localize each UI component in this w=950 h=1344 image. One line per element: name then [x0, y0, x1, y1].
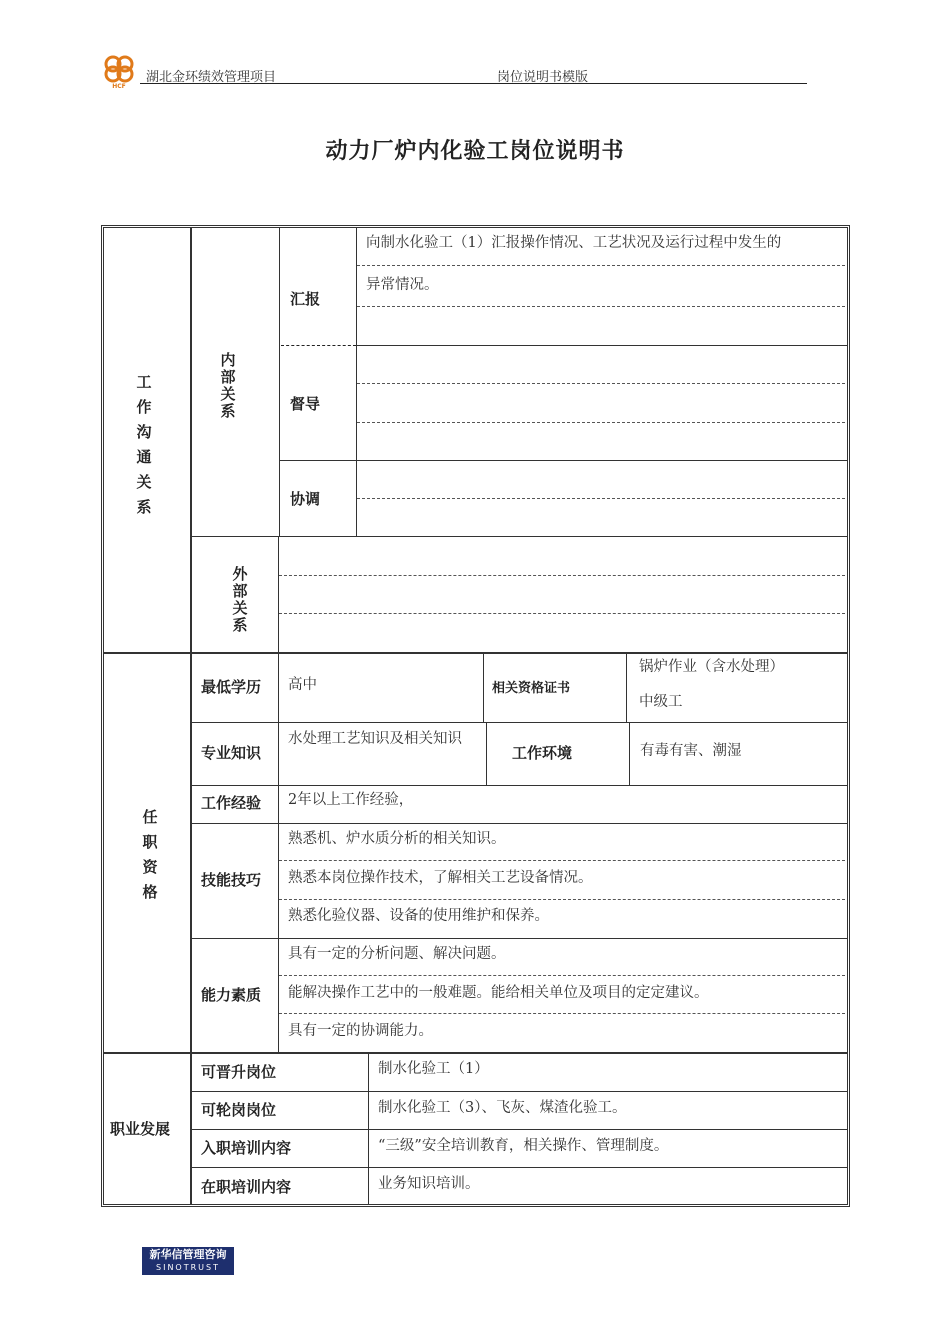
skill-item-1: 熟悉机、炉水质分析的相关知识。: [288, 831, 506, 847]
skill-item-2: 熟悉本岗位操作技术，了解相关工艺设备情况。: [288, 870, 593, 886]
dashed-line: [279, 613, 845, 614]
certificate-label: 相关资格证书: [492, 681, 571, 696]
section-career-label: 职业发展: [110, 1120, 171, 1138]
entry-training-value: “三级”安全培训教育，相关操作、管理制度。: [378, 1138, 669, 1154]
certificate-value-line2: 中级工: [639, 694, 683, 710]
header-rule: [140, 83, 807, 84]
supervise-label: 督导: [290, 395, 321, 413]
ability-item-2: 能解决操作工艺中的一般难题。能给相关单位及项目的定定建议。: [288, 985, 709, 1001]
header-template: 岗位说明书模版: [497, 70, 589, 85]
dashed-line: [279, 1013, 845, 1014]
onjob-training-value: 业务知识培训。: [378, 1176, 480, 1192]
footer-logo: [142, 1247, 234, 1275]
hcf-logo-icon: [100, 54, 140, 90]
footer-logo-cn: 新华信管理咨询: [149, 1248, 227, 1261]
report-text-line2: 异常情况。: [366, 277, 439, 293]
row-divider: [192, 1091, 847, 1092]
footer-logo-en: SINOTRUST: [156, 1263, 220, 1272]
dashed-line: [357, 306, 845, 307]
column-divider: [486, 722, 487, 785]
environment-value: 有毒有害、潮湿: [640, 743, 742, 759]
row-divider: [279, 460, 847, 461]
row-divider: [192, 722, 847, 723]
column-divider: [279, 228, 280, 536]
dashed-line: [279, 860, 845, 861]
rotation-label: 可轮岗岗位: [201, 1101, 277, 1119]
header-project: 湖北金环绩效管理项目: [146, 70, 277, 85]
internal-relations-label: 内部关系: [220, 351, 236, 420]
row-divider: [192, 785, 847, 786]
logo-text: HCF: [112, 83, 126, 90]
coordinate-label: 协调: [290, 490, 321, 508]
row-divider: [192, 1129, 847, 1130]
knowledge-label: 专业知识: [201, 744, 262, 762]
row-divider: [192, 823, 847, 824]
ability-item-1: 具有一定的分析问题、解决问题。: [288, 946, 506, 962]
row-divider: [192, 938, 847, 939]
ability-label: 能力素质: [201, 986, 262, 1004]
promotion-label: 可晋升岗位: [201, 1063, 277, 1081]
dashed-line: [357, 265, 845, 266]
row-divider: [281, 345, 356, 346]
knowledge-value: 水处理工艺知识及相关知识: [288, 731, 462, 747]
section-qualification-label: 任职资格: [142, 808, 158, 901]
education-value: 高中: [288, 677, 317, 693]
section-divider: [104, 1052, 847, 1054]
report-label: 汇报: [290, 290, 321, 308]
section-divider: [104, 652, 847, 654]
column-divider: [629, 722, 630, 785]
column-divider: [626, 652, 627, 722]
dashed-line: [279, 575, 845, 576]
promotion-value: 制水化验工（1）: [378, 1061, 489, 1077]
onjob-training-label: 在职培训内容: [201, 1178, 292, 1196]
column-divider: [356, 228, 357, 536]
row-divider: [356, 345, 847, 346]
skill-item-3: 熟悉化验仪器、设备的使用维护和保养。: [288, 908, 549, 924]
dashed-line: [357, 498, 845, 499]
education-label: 最低学历: [201, 678, 262, 696]
column-divider: [483, 652, 484, 722]
page-title: 动力厂炉内化验工岗位说明书: [325, 139, 625, 164]
section-communication-label: 工作沟通关系: [136, 373, 152, 516]
report-text-line1: 向制水化验工（1）汇报操作情况、工艺状况及运行过程中发生的: [366, 235, 782, 251]
column-divider: [190, 228, 192, 1204]
row-divider: [192, 1167, 847, 1168]
ability-item-3: 具有一定的协调能力。: [288, 1023, 433, 1039]
dashed-line: [279, 899, 845, 900]
skills-label: 技能技巧: [201, 871, 262, 889]
external-relations-label: 外部关系: [232, 565, 248, 634]
internal-external-divider: [192, 536, 847, 537]
rotation-value: 制水化验工（3）、飞灰、煤渣化验工。: [378, 1100, 627, 1116]
entry-training-label: 入职培训内容: [201, 1139, 292, 1157]
column-divider: [368, 1052, 369, 1204]
certificate-value-line1: 锅炉作业（含水处理）: [639, 659, 784, 675]
company-logo: [100, 54, 140, 90]
experience-label: 工作经验: [201, 794, 262, 812]
column-divider: [278, 536, 279, 652]
environment-label: 工作环境: [512, 744, 573, 762]
dashed-line: [357, 422, 845, 423]
experience-value: 2年以上工作经验，: [288, 792, 414, 808]
dashed-line: [357, 383, 845, 384]
column-divider: [278, 652, 279, 1052]
dashed-line: [279, 975, 845, 976]
